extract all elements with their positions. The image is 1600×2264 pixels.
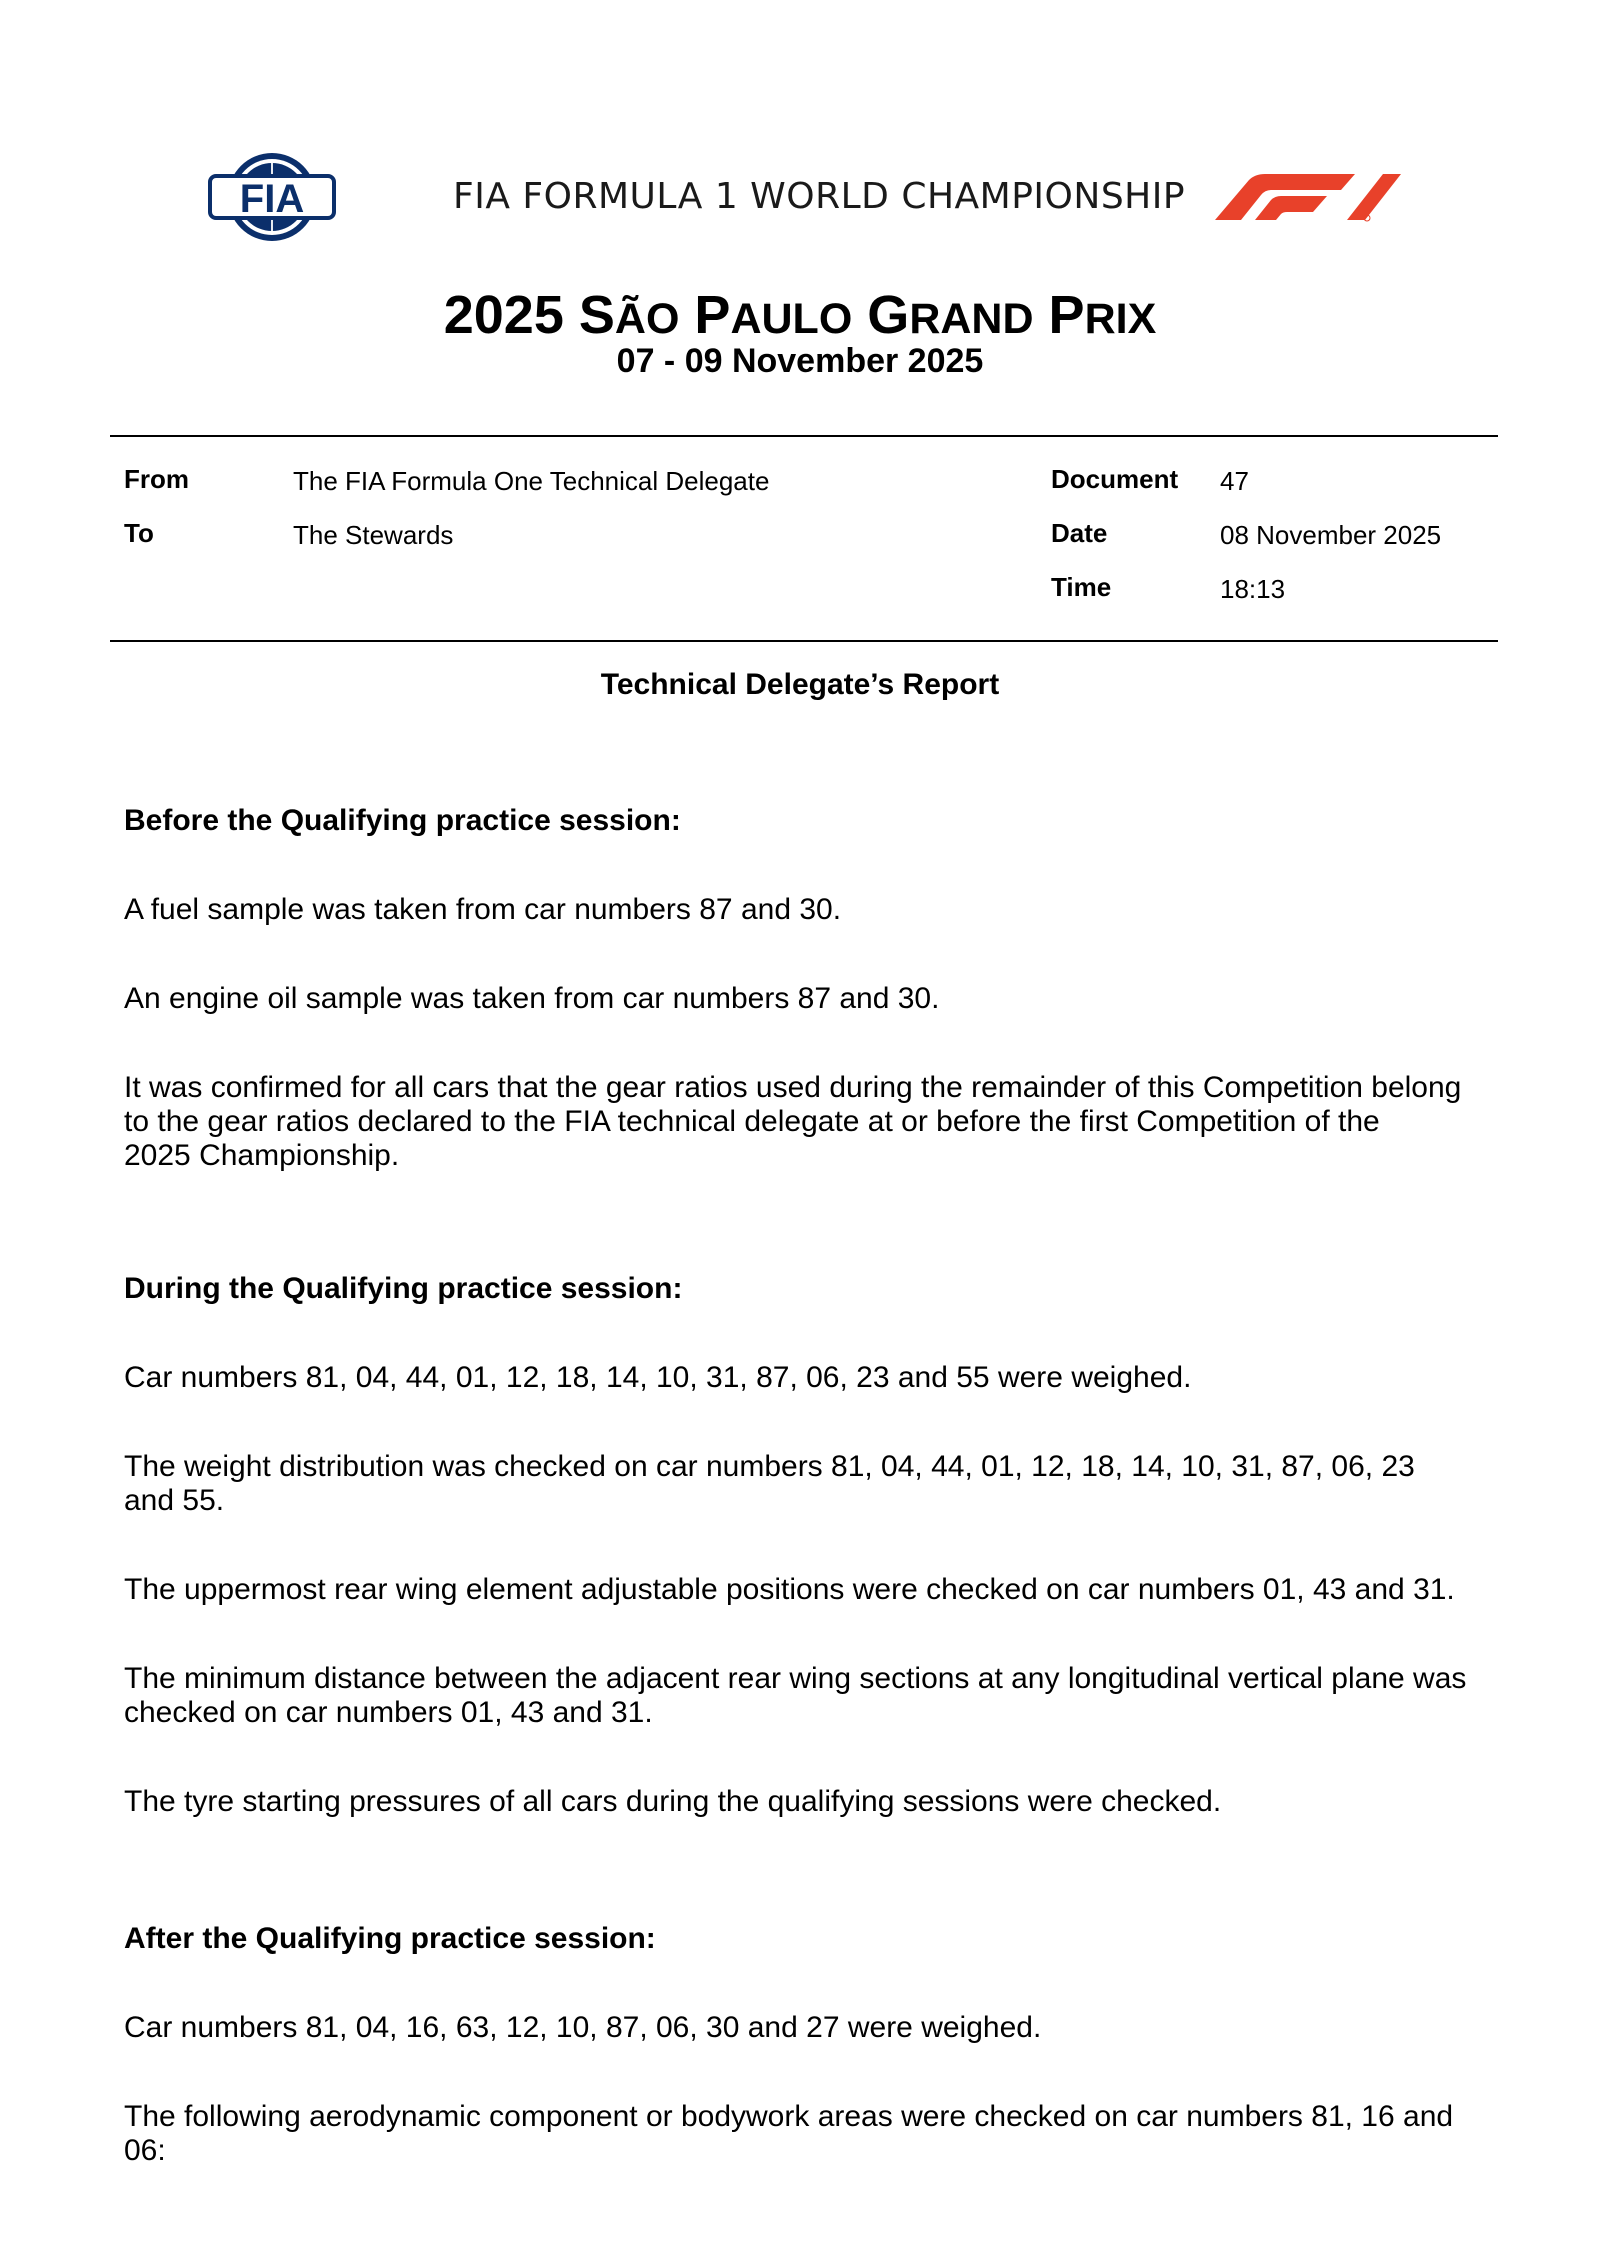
- report-title: Technical Delegate’s Report: [600, 668, 1000, 701]
- paragraph: It was confirmed for all cars that the gear ratios used during the remainder of this Competition belong to the gear ratios declared to the FIA technical delegate at or before the first Competition of the 2025 Championship.: [124, 1071, 1462, 1172]
- bottom-divider: [110, 640, 1498, 642]
- time-value: 18:13: [1220, 574, 1286, 604]
- top-divider: [110, 435, 1498, 437]
- paragraph: The uppermost rear wing element adjustable positions were checked on car numbers 01, 43 and 31.: [124, 1573, 1455, 1606]
- date-value: 08 November 2025: [1220, 520, 1442, 550]
- fia-logo-icon: [204, 150, 340, 244]
- to-value: The Stewards: [293, 520, 454, 550]
- event-dates: 07 - 09 November 2025: [616, 342, 984, 380]
- paragraph: The weight distribution was checked on car numbers 81, 04, 44, 01, 12, 18, 14, 10, 31, 87, 06, 23 and 55.: [124, 1450, 1415, 1517]
- paragraph: The minimum distance between the adjacent rear wing sections at any longitudinal vertical plane was checked on car numbers 01, 43 and 31.: [124, 1662, 1467, 1729]
- section-heading-during: During the Qualifying practice session:: [124, 1272, 683, 1305]
- time-label: Time: [1051, 572, 1112, 602]
- paragraph: The following aerodynamic component or bodywork areas were checked on car numbers 81, 16 and 06:: [124, 2100, 1454, 2167]
- section-heading-after: After the Qualifying practice session:: [124, 1922, 656, 1955]
- document-value: 47: [1220, 466, 1249, 496]
- from-value: The FIA Formula One Technical Delegate: [293, 466, 770, 496]
- to-label: To: [124, 518, 154, 548]
- document-label: Document: [1051, 464, 1179, 494]
- section-heading-before: Before the Qualifying practice session:: [124, 804, 681, 837]
- championship-title: FIA FORMULA 1 WORLD CHAMPIONSHIP: [453, 176, 1186, 217]
- date-label: Date: [1051, 518, 1108, 548]
- paragraph: Car numbers 81, 04, 44, 01, 12, 18, 14, 10, 31, 87, 06, 23 and 55 were weighed.: [124, 1361, 1192, 1394]
- svg-text:FIA: FIA: [239, 177, 305, 221]
- f1-logo-icon: [1205, 170, 1401, 224]
- event-title: 2025 SÃO PAULO GRAND PRIX: [443, 285, 1157, 345]
- paragraph: An engine oil sample was taken from car numbers 87 and 30.: [124, 982, 940, 1015]
- paragraph: Car numbers 81, 04, 16, 63, 12, 10, 87, 06, 30 and 27 were weighed.: [124, 2011, 1042, 2044]
- from-label: From: [124, 464, 189, 494]
- paragraph: A fuel sample was taken from car numbers 87 and 30.: [124, 893, 842, 926]
- paragraph: The tyre starting pressures of all cars during the qualifying sessions were checked.: [124, 1785, 1222, 1818]
